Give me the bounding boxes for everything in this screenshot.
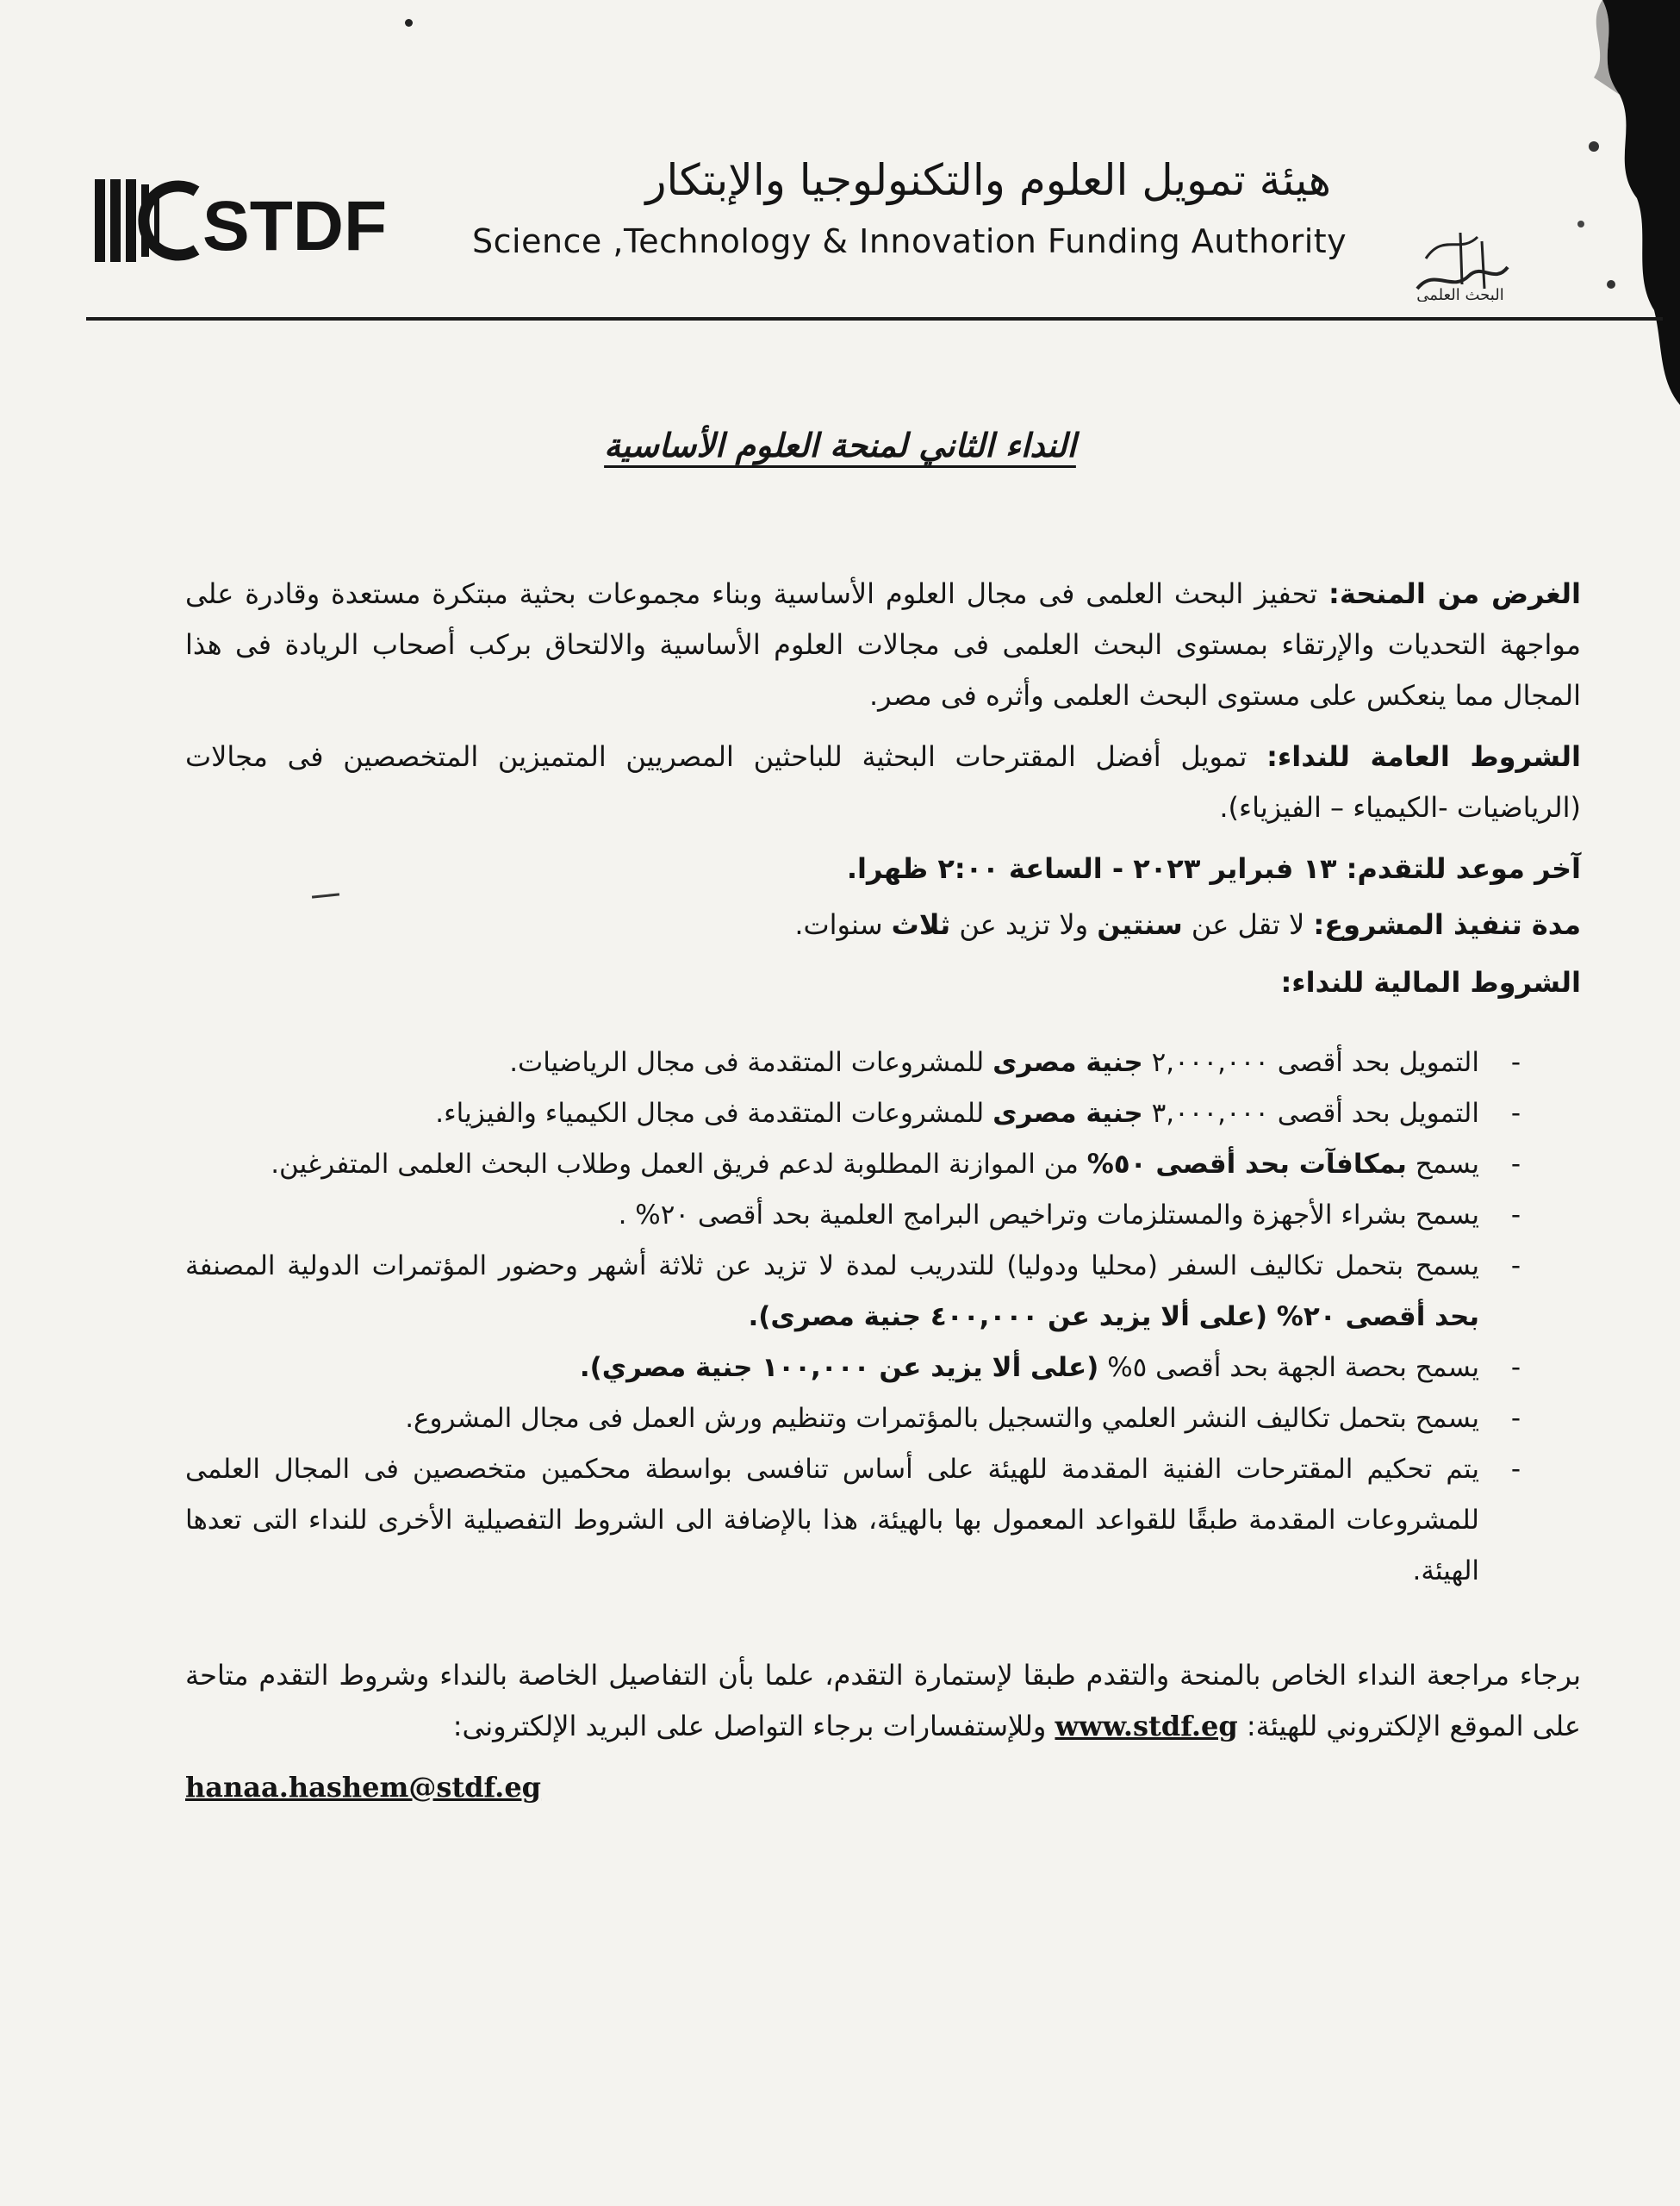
- general-conditions-text: تمويل أفضل المقترحات البحثية للباحثين المصريين المتميزين المتخصصين فى مجالات (الرياضيات -الكيمياء – الفيزياء).: [185, 740, 1581, 824]
- general-conditions-paragraph: [185, 732, 1581, 833]
- duration-max: ثلاث: [891, 908, 951, 941]
- list-item: - يتم تحكيم المقترحات الفنية المقدمة للهيئة على أساس تنافسى بواسطة محكمين متخصصين فى المجال العلمى للمشروعات المقدمة طبقًا للقواعد المعمول بها بالهيئة، هذا بالإضافة الى الشروط التفصيلية الأخرى للنداء التى تعدها الهيئة.: [185, 1444, 1581, 1597]
- org-name-arabic: هيئة تمويل العلوم والتكنولوجيا والإبتكار: [645, 155, 1331, 205]
- deadline-value: ١٣ فبراير ٢٠٢٣ - الساعة ٢:٠٠ ظهرا.: [846, 852, 1347, 885]
- duration-line: [185, 900, 1581, 950]
- list-item: - يسمح بحصة الجهة بحد أقصى ٥% (على ألا يزيد عن ١٠٠,٠٠٠ جنية مصري).: [185, 1343, 1581, 1393]
- document-body: [185, 569, 1581, 1813]
- seal-text: البحث العلمى: [1416, 286, 1504, 302]
- header-divider: [86, 317, 1663, 321]
- scan-speck: [405, 19, 413, 27]
- closing-text: وللإستفسارات برجاء التواصل على البريد الإلكترونى:: [452, 1710, 1055, 1742]
- general-conditions-label: الشروط العامة للنداء:: [1266, 740, 1582, 773]
- org-name-english: Science ,Technology & Innovation Funding Authority: [472, 222, 1347, 260]
- deadline-label: آخر موعد للتقدم:: [1346, 852, 1581, 885]
- purpose-label: الغرض من المنحة:: [1328, 577, 1582, 610]
- list-item: - التمويل بحد أقصى ٢,٠٠٠,٠٠٠ جنية مصرى للمشروعات المتقدمة فى مجال الرياضيات.: [185, 1038, 1581, 1088]
- financial-conditions-list: [185, 1038, 1581, 1597]
- closing-paragraph: [185, 1650, 1581, 1752]
- purpose-text: تحفيز البحث العلمى فى مجال العلوم الأساسية وبناء مجموعات بحثية مبتكرة مستعدة وقادرة على مواجهة التحديات والإرتقاء بمستوى البحث العلمى فى مجالات العلوم الأساسية والالتحاق بركب أصحاب الريادة فى هذا المجال مما ينعكس على مستوى البحث العلمى وأثره فى مصر.: [185, 577, 1581, 712]
- contact-email-link[interactable]: hanaa.hashem@stdf.eg: [185, 1771, 542, 1804]
- duration-min: سنتين: [1097, 908, 1183, 941]
- page-title: النداء الثاني لمنحة العلوم الأساسية: [604, 427, 1076, 464]
- deadline-line: [185, 844, 1581, 894]
- purpose-paragraph: [185, 569, 1581, 721]
- research-seal-icon: [1409, 207, 1512, 302]
- closing-text: برجاء مراجعة النداء الخاص بالمنحة والتقدم طبقا لإستمارة التقدم، علما بأن التفاصيل الخاصة بالنداء وشروط التقدم متاحة على الموقع الإلكتروني للهيئة:: [185, 1659, 1581, 1742]
- list-item: - يسمح بشراء الأجهزة والمستلزمات وتراخيص البرامج العلمية بحد أقصى ٢٠% .: [185, 1190, 1581, 1241]
- duration-label: مدة تنفيذ المشروع:: [1313, 908, 1581, 941]
- logo-text: STDF: [202, 187, 388, 265]
- stdf-logo: [95, 172, 439, 271]
- list-item: - يسمح بتحمل تكاليف السفر (محليا ودوليا) للتدريب لمدة لا تزيد عن ثلاثة أشهر وحضور المؤتمرات الدولية المصنفة بحد أقصى ٢٠% (على ألا يزيد عن ٤٠٠,٠٠٠ جنية مصرى).: [185, 1241, 1581, 1343]
- duration-text: لا تقل عن: [1182, 908, 1314, 941]
- torn-corner-shadow: [1490, 0, 1680, 405]
- financial-conditions-title: الشروط المالية للنداء:: [1280, 966, 1581, 999]
- list-item: - يسمح بتحمل تكاليف النشر العلمي والتسجيل بالمؤتمرات وتنظيم ورش العمل فى مجال المشروع.: [185, 1393, 1581, 1444]
- list-item: - يسمح بمكافآت بحد أقصى ٥٠% من الموازنة المطلوبة لدعم فريق العمل وطلاب البحث العلمى المتفرغين.: [185, 1139, 1581, 1190]
- duration-text: سنوات.: [794, 908, 892, 941]
- website-link[interactable]: www.stdf.eg: [1055, 1710, 1238, 1742]
- list-item: - التمويل بحد أقصى ٣,٠٠٠,٠٠٠ جنية مصرى للمشروعات المتقدمة فى مجال الكيمياء والفيزياء.: [185, 1088, 1581, 1139]
- duration-text: ولا تزيد عن: [950, 908, 1098, 941]
